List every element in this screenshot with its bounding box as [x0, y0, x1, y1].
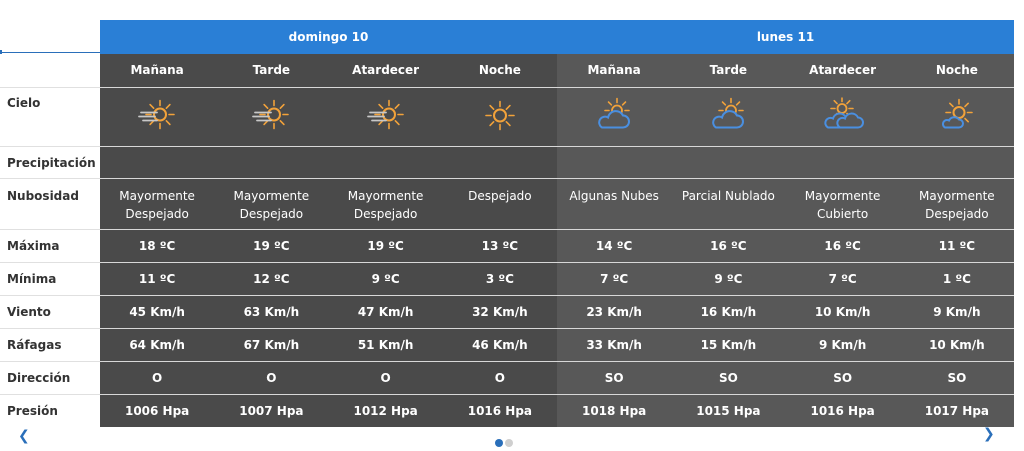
sky-cell [329, 88, 443, 146]
viento-value: 47 Km/h [329, 296, 443, 328]
partly-cloudy-icon [707, 98, 749, 137]
minima-value: 7 ºC [557, 263, 671, 295]
direccion-value: SO [786, 362, 900, 394]
nubosidad-value: Mayormente Cubierto [786, 179, 900, 229]
row-label: Cielo [0, 88, 100, 146]
maxima-value: 16 ºC [671, 230, 785, 262]
viento-value: 23 Km/h [557, 296, 671, 328]
direccion-value: SO [900, 362, 1014, 394]
viento-value: 63 Km/h [214, 296, 328, 328]
row-label: Dirección [0, 362, 100, 394]
presion-value: 1018 Hpa [557, 395, 671, 427]
sun-wind-icon [251, 98, 291, 137]
row-cells [100, 147, 1014, 178]
period-header: Mañana [557, 54, 671, 87]
nubosidad-value: Despejado [443, 179, 557, 229]
rafagas-value: 15 Km/h [671, 329, 785, 361]
maxima-value: 16 ºC [786, 230, 900, 262]
period-header: Noche [443, 54, 557, 87]
precipitacion-value [786, 147, 900, 178]
rafagas-value: 46 Km/h [443, 329, 557, 361]
day-header-lunes [557, 20, 1014, 54]
row-label: Viento [0, 296, 100, 328]
nubosidad-value: Mayormente Despejado [900, 179, 1014, 229]
row-minima [0, 263, 1024, 295]
period-header: Mañana [100, 54, 214, 87]
precipitacion-value [557, 147, 671, 178]
chevron-left-icon[interactable]: ❮ [18, 428, 30, 444]
minima-value: 3 ºC [443, 263, 557, 295]
precipitacion-value [443, 147, 557, 178]
row-cells [100, 179, 1014, 229]
period-header: Atardecer [786, 54, 900, 87]
row-precipitacion [0, 147, 1024, 178]
direccion-value: O [443, 362, 557, 394]
rafagas-value: 67 Km/h [214, 329, 328, 361]
left-divider [0, 52, 100, 53]
row-cells [100, 263, 1014, 295]
rafagas-value: 33 Km/h [557, 329, 671, 361]
presion-value: 1006 Hpa [100, 395, 214, 427]
presion-value: 1017 Hpa [900, 395, 1014, 427]
period-header: Atardecer [329, 54, 443, 87]
rafagas-value: 10 Km/h [900, 329, 1014, 361]
direccion-value: SO [671, 362, 785, 394]
row-cells [100, 230, 1014, 262]
precipitacion-value [329, 147, 443, 178]
sky-cell [900, 88, 1014, 146]
direccion-value: O [100, 362, 214, 394]
sun-cloud-small-icon [937, 98, 977, 137]
row-direccion [0, 362, 1024, 394]
day-label: domingo 10 [288, 30, 369, 44]
minima-value: 9 ºC [329, 263, 443, 295]
page-dot-active[interactable] [495, 439, 503, 447]
nubosidad-value: Mayormente Despejado [329, 179, 443, 229]
maxima-value: 14 ºC [557, 230, 671, 262]
pagination-dots [495, 432, 515, 451]
row-label: Máxima [0, 230, 100, 262]
minima-value: 1 ºC [900, 263, 1014, 295]
rafagas-value: 51 Km/h [329, 329, 443, 361]
minima-value: 11 ºC [100, 263, 214, 295]
sky-cell [214, 88, 328, 146]
nubosidad-value: Algunas Nubes [557, 179, 671, 229]
partly-cloudy-icon [593, 98, 635, 137]
row-nubosidad [0, 179, 1024, 229]
sun-icon [482, 98, 518, 137]
precipitacion-value [100, 147, 214, 178]
presion-value: 1015 Hpa [671, 395, 785, 427]
nubosidad-value: Mayormente Despejado [214, 179, 328, 229]
nubosidad-value: Parcial Nublado [671, 179, 785, 229]
maxima-value: 11 ºC [900, 230, 1014, 262]
chevron-right-icon[interactable]: ❯ [983, 426, 995, 442]
day-label: lunes 11 [756, 30, 815, 44]
row-rafagas [0, 329, 1024, 361]
row-cells [100, 362, 1014, 394]
row-label: Mínima [0, 263, 100, 295]
sun-wind-icon [137, 98, 177, 137]
presion-value: 1007 Hpa [214, 395, 328, 427]
direccion-value: O [214, 362, 328, 394]
maxima-value: 13 ºC [443, 230, 557, 262]
page-dot[interactable] [505, 439, 513, 447]
period-header: Tarde [214, 54, 328, 87]
minima-value: 7 ºC [786, 263, 900, 295]
row-cells [100, 329, 1014, 361]
row-cells [100, 54, 1014, 87]
row-label: Ráfagas [0, 329, 100, 361]
sky-cell [786, 88, 900, 146]
sky-cell [557, 88, 671, 146]
day-header-domingo [100, 20, 557, 54]
top-spacer [0, 0, 1024, 20]
nubosidad-value: Mayormente Despejado [100, 179, 214, 229]
direccion-value: O [329, 362, 443, 394]
rafagas-value: 64 Km/h [100, 329, 214, 361]
precipitacion-value [671, 147, 785, 178]
row-periods [0, 54, 1024, 87]
direccion-value: SO [557, 362, 671, 394]
row-cielo [0, 88, 1024, 146]
minima-value: 9 ºC [671, 263, 785, 295]
row-cells [100, 88, 1014, 146]
presion-value: 1016 Hpa [786, 395, 900, 427]
row-label: Nubosidad [0, 179, 100, 229]
row-cells [100, 296, 1014, 328]
maxima-value: 19 ºC [329, 230, 443, 262]
viento-value: 9 Km/h [900, 296, 1014, 328]
presion-value: 1012 Hpa [329, 395, 443, 427]
row-viento [0, 296, 1024, 328]
minima-value: 12 ºC [214, 263, 328, 295]
sky-cell [671, 88, 785, 146]
precipitacion-value [214, 147, 328, 178]
viento-value: 10 Km/h [786, 296, 900, 328]
presion-value: 1016 Hpa [443, 395, 557, 427]
cloudy-sun-icon [822, 98, 864, 137]
precipitacion-value [900, 147, 1014, 178]
viento-value: 16 Km/h [671, 296, 785, 328]
row-label-empty [0, 54, 100, 87]
sky-cell [100, 88, 214, 146]
sun-wind-icon [366, 98, 406, 137]
row-cells [100, 395, 1014, 427]
viento-value: 45 Km/h [100, 296, 214, 328]
sky-cell [443, 88, 557, 146]
maxima-value: 18 ºC [100, 230, 214, 262]
rafagas-value: 9 Km/h [786, 329, 900, 361]
row-label: Presión [0, 395, 100, 427]
period-header: Noche [900, 54, 1014, 87]
maxima-value: 19 ºC [214, 230, 328, 262]
viento-value: 32 Km/h [443, 296, 557, 328]
period-header: Tarde [671, 54, 785, 87]
row-maxima [0, 230, 1024, 262]
row-label: Precipitación [0, 147, 100, 178]
row-presion [0, 395, 1024, 427]
